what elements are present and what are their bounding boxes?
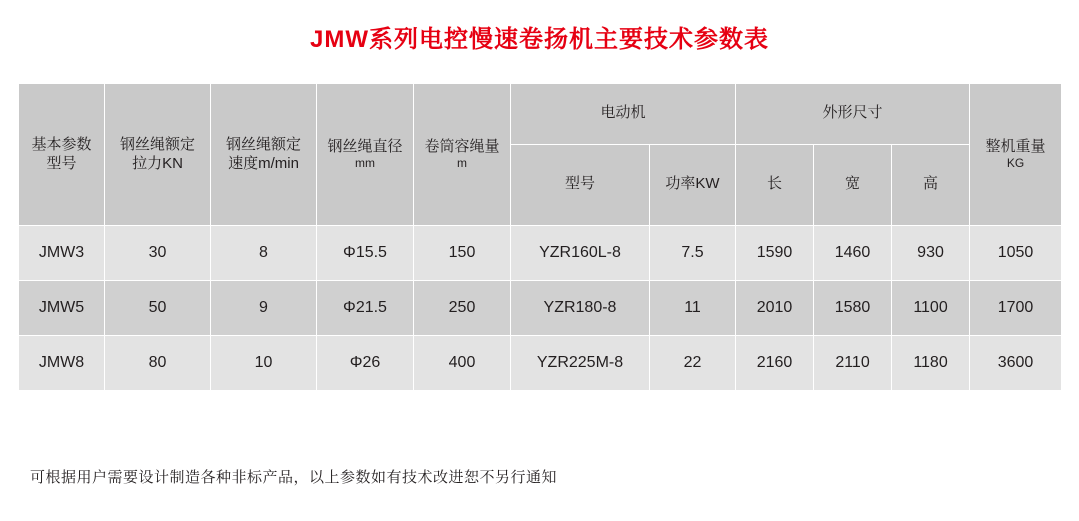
cell-length: 1590 xyxy=(736,225,814,280)
header-total-weight-unit: KG xyxy=(1006,156,1025,171)
spec-table xyxy=(18,83,1062,391)
header-motor-group: 电动机 xyxy=(511,83,736,144)
cell-model: JMW3 xyxy=(19,225,105,280)
header-rated-speed xyxy=(211,83,317,225)
cell-width: 1580 xyxy=(814,280,892,335)
cell-model: JMW5 xyxy=(19,280,105,335)
cell-rope-diameter: Φ15.5 xyxy=(317,225,414,280)
cell-length: 2160 xyxy=(736,335,814,390)
header-drum-capacity xyxy=(414,83,511,225)
cell-rope-diameter: Φ21.5 xyxy=(317,280,414,335)
cell-model: JMW8 xyxy=(19,335,105,390)
cell-weight: 3600 xyxy=(970,335,1062,390)
cell-drum-capacity: 400 xyxy=(414,335,511,390)
header-rated-speed-line2: 速度m/min xyxy=(228,155,299,173)
cell-rated-pull: 50 xyxy=(105,280,211,335)
header-motor-model: 型号 xyxy=(511,144,650,225)
header-rope-diameter-label: 钢丝绳直径 xyxy=(327,137,403,155)
cell-height: 1100 xyxy=(892,280,970,335)
cell-height: 1180 xyxy=(892,335,970,390)
table-body xyxy=(19,225,1062,390)
cell-rated-speed: 10 xyxy=(211,335,317,390)
cell-width: 1460 xyxy=(814,225,892,280)
header-dimension-group: 外形尺寸 xyxy=(736,83,970,144)
cell-drum-capacity: 250 xyxy=(414,280,511,335)
header-dim-height: 高 xyxy=(892,144,970,225)
cell-weight: 1700 xyxy=(970,280,1062,335)
header-basic-model-line2: 型号 xyxy=(46,155,77,173)
cell-height: 930 xyxy=(892,225,970,280)
header-dim-width: 宽 xyxy=(814,144,892,225)
cell-motor-power: 7.5 xyxy=(650,225,736,280)
cell-drum-capacity: 150 xyxy=(414,225,511,280)
header-rope-diameter-unit: mm xyxy=(355,156,375,171)
cell-motor-model: YZR160L-8 xyxy=(511,225,650,280)
header-rated-pull-line1: 钢丝绳额定 xyxy=(119,135,195,153)
table-row xyxy=(19,225,1062,280)
cell-motor-model: YZR225M-8 xyxy=(511,335,650,390)
table-header-row-1 xyxy=(19,83,1062,144)
header-motor-power: 功率KW xyxy=(650,144,736,225)
cell-rated-pull: 80 xyxy=(105,335,211,390)
table-row xyxy=(19,335,1062,390)
cell-weight: 1050 xyxy=(970,225,1062,280)
table-header xyxy=(19,83,1062,225)
header-rated-pull-line2: 拉力KN xyxy=(132,155,183,173)
header-total-weight-label: 整机重量 xyxy=(985,137,1046,155)
header-rated-pull xyxy=(105,83,211,225)
cell-motor-model: YZR180-8 xyxy=(511,280,650,335)
footnote-text: 可根据用户需要设计制造各种非标产品，以上参数如有技术改进恕不另行通知 xyxy=(30,469,558,486)
cell-rated-pull: 30 xyxy=(105,225,211,280)
cell-motor-power: 11 xyxy=(650,280,736,335)
header-drum-capacity-unit: m xyxy=(457,156,467,171)
header-dim-length: 长 xyxy=(736,144,814,225)
cell-rated-speed: 8 xyxy=(211,225,317,280)
page-title: JMW系列电控慢速卷扬机主要技术参数表 xyxy=(310,26,769,53)
spec-table-container xyxy=(18,83,1061,391)
header-drum-capacity-label: 卷筒容绳量 xyxy=(424,137,500,155)
header-rope-diameter xyxy=(317,83,414,225)
table-row xyxy=(19,280,1062,335)
header-rated-speed-line1: 钢丝绳额定 xyxy=(225,135,301,153)
cell-rated-speed: 9 xyxy=(211,280,317,335)
header-basic-model xyxy=(19,83,105,225)
cell-width: 2110 xyxy=(814,335,892,390)
cell-rope-diameter: Φ26 xyxy=(317,335,414,390)
cell-motor-power: 22 xyxy=(650,335,736,390)
header-basic-model-line1: 基本参数 xyxy=(31,135,92,153)
cell-length: 2010 xyxy=(736,280,814,335)
header-total-weight xyxy=(970,83,1062,225)
